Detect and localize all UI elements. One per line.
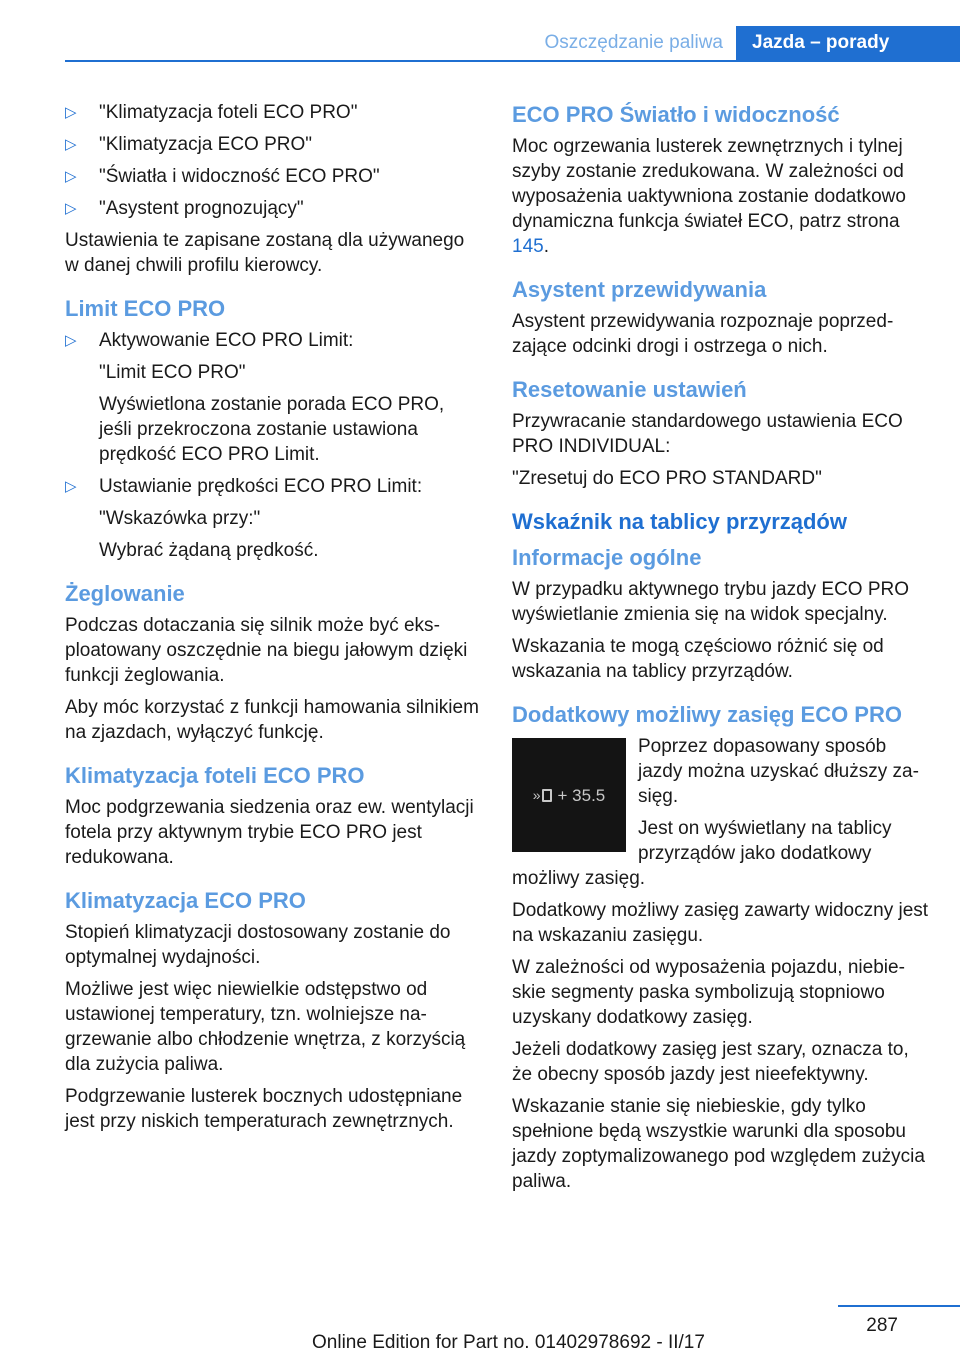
range-display-figure bbox=[512, 738, 626, 852]
triangle-bullet-icon: ▷ bbox=[65, 478, 77, 495]
triangle-bullet-icon: ▷ bbox=[65, 104, 77, 121]
paragraph: Jest on wyświetlany na tablicy przyrządów jako dodatkowy możliwy zasięg. bbox=[512, 818, 892, 889]
heading-climate: Klimatyzacja ECO PRO bbox=[65, 888, 306, 913]
page-number: 287 bbox=[866, 1315, 898, 1336]
paragraph: Przywracanie standardowego ustawienia ECO PRO INDIVIDUAL: bbox=[512, 411, 903, 457]
paragraph: W przypadku aktywnego trybu jazdy ECO PRO wyświetlanie zmienia się na widok specjalny. bbox=[512, 579, 910, 625]
paragraph: Poprzez dopasowany sposób jazdy można uzyskać dłuższy zasięg. bbox=[638, 736, 919, 807]
list-subitem: Wyświetlona zostanie porada ECO PRO, jeśli przekroczona zostanie ustawiona prędkość ECO PRO Limit. bbox=[99, 394, 445, 465]
heading-predictive-assistant: Asystent przewidywania bbox=[512, 277, 767, 302]
paragraph: Jeżeli dodatkowy zasięg jest szary, oznacza to, że obecny sposób jazdy jest nieefektywny. bbox=[512, 1039, 909, 1085]
list-item: ▷ "Światła i widoczność ECO PRO" bbox=[65, 166, 380, 187]
heading-seat-climate: Klimatyzacja foteli ECO PRO bbox=[65, 763, 365, 788]
paragraph: Wskazania te mogą częściowo różnić się od wskazania na tablicy przyrządów. bbox=[512, 636, 884, 682]
list-subitem: "Wskazówka przy:" bbox=[99, 508, 261, 529]
list-subitem: "Limit ECO PRO" bbox=[99, 362, 246, 383]
paragraph: Asystent przewidywania rozpoznaje poprzedzające odcinki drogi i ostrzega o nich. bbox=[512, 311, 894, 357]
paragraph: Moc podgrzewania siedzenia oraz ew. wentylacji fotela przy aktywnym trybie ECO PRO jest redukowana. bbox=[65, 797, 474, 868]
paragraph: W zależności od wyposażenia pojazdu, niebieskie segmenty paska symbolizują stopniowo uzyskany dodatkowy zasięg. bbox=[512, 957, 905, 1028]
heading-sailing: Żeglowanie bbox=[65, 581, 185, 606]
list-item: ▷ "Asystent prognozujący" bbox=[65, 198, 304, 219]
list-item: ▷ "Klimatyzacja foteli ECO PRO" bbox=[65, 102, 358, 123]
list-item: ▷ "Klimatyzacja ECO PRO" bbox=[65, 134, 313, 155]
paragraph: Możliwe jest więc niewielkie odstępstwo od ustawionej temperatury, tzn. wolniejsze nagrzewanie albo chłodzenie wnętrza, z korzyścią dla zużycia paliwa. bbox=[65, 979, 466, 1075]
left-column bbox=[65, 100, 480, 1141]
list-item: ▷ Ustawianie prędkości ECO PRO Limit: bbox=[65, 476, 423, 497]
paragraph: Wskazanie stanie się niebieskie, gdy tylko spełnione będą wszystkie warunki dla sposobu jazdy zoptymalizowanego pod względem zużycia paliwa. bbox=[512, 1096, 925, 1192]
triangle-bullet-icon: ▷ bbox=[65, 136, 77, 153]
heading-light-visibility: ECO PRO Światło i widoczność bbox=[512, 102, 840, 127]
range-value: + 35.5 bbox=[557, 785, 606, 805]
heading-additional-range: Dodatkowy możliwy zasięg ECO PRO bbox=[512, 702, 902, 727]
heading-general-info: Informacje ogólne bbox=[512, 545, 702, 570]
triangle-bullet-icon: ▷ bbox=[65, 332, 77, 349]
paragraph: Aby móc korzystać z funkcji hamowania silnikiem na zjazdach, wyłączyć funkcję. bbox=[65, 697, 479, 743]
triangle-bullet-icon: ▷ bbox=[65, 168, 77, 185]
paragraph: Dodatkowy możliwy zasięg zawarty widoczny jest na wskazaniu zasięgu. bbox=[512, 900, 929, 946]
triangle-bullet-icon: ▷ bbox=[65, 200, 77, 217]
heading-instrument-display: Wskaźnik na tablicy przyrządów bbox=[512, 509, 847, 534]
paragraph: Ustawienia te zapisane zostaną dla używanego w danej chwili profilu kierowcy. bbox=[65, 230, 465, 276]
paragraph: "Zresetuj do ECO PRO STANDARD" bbox=[512, 468, 822, 489]
paragraph: Podczas dotaczania się silnik może być eksploatowany oszczędnie na biegu jałowym dzięki funkcji żeglowania. bbox=[65, 615, 468, 686]
right-column bbox=[512, 100, 932, 1201]
header-section-title: Oszczędzanie paliwa bbox=[544, 32, 723, 53]
edition-line: Online Edition for Part no. 01402978692 - II/17 bbox=[312, 1332, 705, 1353]
list-item: ▷ Aktywowanie ECO PRO Limit: bbox=[65, 330, 354, 351]
fuel-pump-icon bbox=[542, 789, 552, 802]
heading-limit: Limit ECO PRO bbox=[65, 296, 226, 321]
header-chapter-tab: Jazda – porady bbox=[736, 26, 960, 62]
paragraph: Moc ogrzewania lusterek zewnętrznych i tylnej szyby zostanie zredukowana. W zależności od wyposażenia uaktywniona zostanie dodatkowo dynamiczna funkcja świateł ECO, patrz strona 145. bbox=[512, 136, 906, 257]
list-subitem: Wybrać żądaną prędkość. bbox=[99, 540, 319, 561]
paragraph: Stopień klimatyzacji dostosowany zostanie do optymalnej wydajności. bbox=[65, 922, 451, 968]
paragraph: Podgrzewanie lusterek bocznych udostępniane jest przy niskich temperaturach zewnętrznych. bbox=[65, 1086, 463, 1132]
footer-rule bbox=[838, 1305, 960, 1307]
range-section bbox=[512, 734, 932, 898]
chevron-right-icon: » bbox=[532, 786, 539, 803]
heading-reset: Resetowanie ustawień bbox=[512, 377, 747, 402]
page-link[interactable]: 145 bbox=[512, 236, 544, 257]
